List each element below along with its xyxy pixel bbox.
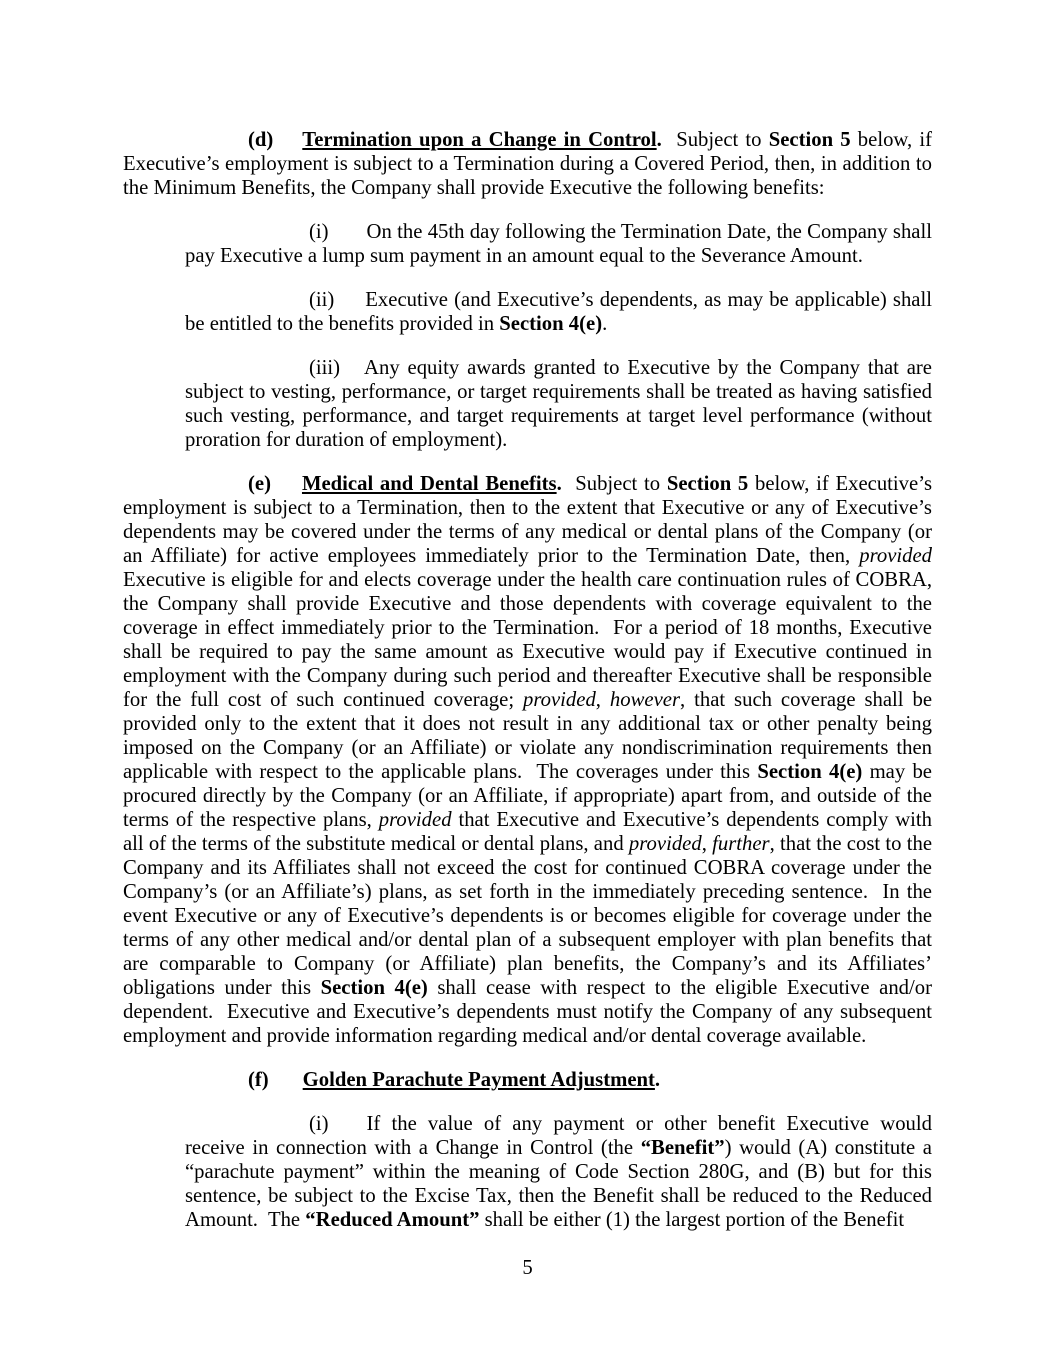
text-run: Section 4(e) bbox=[757, 761, 863, 783]
text-run: shall cease with respect to the eligible Executive and/or dependent. Executive and Executive’s dependents must notify the Company of any subsequent employment and provide information regarding medical and/or dental coverage available. bbox=[123, 977, 938, 1047]
text-run: Executive (and Executive’s dependents, as may be applicable) shall be entitled to the benefits provided in bbox=[185, 289, 938, 335]
text-run: (i) bbox=[309, 1113, 329, 1135]
text-run: Subject to bbox=[561, 473, 667, 495]
subparagraph-f-i bbox=[185, 1112, 938, 1232]
text-run: . bbox=[654, 1069, 661, 1091]
text-run: (ii) bbox=[309, 289, 335, 311]
text-run: Section 4(e) bbox=[499, 313, 603, 335]
text-run: (iii) bbox=[309, 357, 341, 379]
text-run: shall be either (1) the largest portion of the Benefit bbox=[479, 1209, 905, 1231]
subparagraph-d-iii bbox=[185, 356, 938, 452]
text-run: (d) bbox=[248, 129, 274, 151]
text-run: . bbox=[556, 473, 562, 495]
text-run: provided bbox=[628, 833, 702, 855]
heading-text: Medical and Dental Benefits bbox=[301, 473, 557, 495]
text-run: Any equity awards granted to Executive by the Company that are subject to vesting, performance, or target requirements shall be treated as having satisfied such vesting, performance, and target requirements at target level performance (without proration for duration of employment). bbox=[185, 357, 938, 451]
text-run: “Benefit” bbox=[640, 1137, 725, 1159]
page-number: 5 bbox=[522, 1257, 533, 1279]
text-run: . bbox=[656, 129, 662, 151]
text-run: , bbox=[595, 689, 610, 711]
text-run: , that the cost to the Company and its Affiliates shall not exceed the cost for continued COBRA coverage under the Company’s (or an Affiliate’s) plans, as set forth in the immediately preceding sentence. In the event Executive or any of Executive’s dependents is or becomes eligible for coverage under the terms of any other medical and/or dental plan of a subsequent employer with plan benefits that are comparable to Company (or Affiliate) plan benefits, the Company’s and its Affiliates’ obligations under this bbox=[123, 833, 938, 999]
text-run: Section 4(e) bbox=[320, 977, 428, 999]
text-run: Section 5 bbox=[768, 129, 851, 151]
text-run: Executive is eligible for and elects coverage under the health care continuation rules of COBRA, the Company shall provide Executive and those dependents with coverage equivalent to the coverage in effect immediately prior to the Termination. For a period of 18 months, Executive shall be required to pay the same amount as Executive would pay if Executive continued in employment with the Company during such period and thereafter Executive shall be responsible for the full cost of such continued coverage; bbox=[123, 545, 938, 711]
text-run: that Executive and Executive’s dependents comply with all of the terms of the substitute medical or dental plans, and bbox=[123, 809, 938, 855]
paragraph-d bbox=[123, 128, 938, 200]
text-run: . bbox=[602, 313, 608, 335]
text-run: provided bbox=[859, 545, 932, 567]
text-run: , that such coverage shall be provided only to the extent that it does not result in any additional tax or other penalty being imposed on the Company (or an Affiliate) or violate any nondiscrimination requirements then applicable with respect to the applicable plans. The coverages under this bbox=[123, 689, 938, 783]
heading-text: Golden Parachute Payment Adjustment bbox=[302, 1069, 655, 1091]
text-run: If the value of any payment or other benefit Executive would receive in connection with a Change in Control (the bbox=[185, 1113, 938, 1159]
text-run: provided bbox=[378, 809, 452, 831]
text-run: below, if Executive’s employment is subject to a Termination during a Covered Period, then, in addition to the Minimum Benefits, the Company shall provide Executive the following benefits: bbox=[123, 129, 938, 199]
text-run: (e) bbox=[248, 473, 271, 495]
heading-text: Termination upon a Change in Control bbox=[302, 129, 657, 151]
text-run: Section 5 bbox=[666, 473, 749, 495]
paragraph-f bbox=[123, 1068, 932, 1092]
text-run: may be procured directly by the Company (or an Affiliate, if appropriate) apart from, and outside of the terms of the respective plans, bbox=[123, 761, 938, 831]
text-run: Subject to bbox=[661, 129, 769, 151]
subparagraph-d-i bbox=[185, 220, 938, 268]
page-content bbox=[123, 128, 938, 1232]
text-run: (i) bbox=[309, 221, 329, 243]
subparagraph-d-ii bbox=[185, 288, 938, 336]
text-run: (f) bbox=[248, 1069, 269, 1091]
paragraph-e bbox=[123, 472, 938, 1048]
text-run: below, if Executive’s employment is subject to a Termination, then to the extent that Executive or any of Executive’s dependents may be covered under the terms of any medical or dental plans of the Company (or an Affiliate) for active employees immediately prior to the Termination Date, then, bbox=[123, 473, 938, 567]
text-run: “Reduced Amount” bbox=[305, 1209, 480, 1231]
text-run: however bbox=[609, 689, 680, 711]
text-run: provided bbox=[523, 689, 596, 711]
text-run: On the 45th day following the Termination Date, the Company shall pay Executive a lump sum payment in an amount equal to the Severance Amount. bbox=[185, 221, 938, 267]
text-run: , bbox=[701, 833, 713, 855]
text-run: ) would (A) constitute a “parachute payment” within the meaning of Code Section 280G, and (B) but for this sentence, be subject to the Excise Tax, then the Benefit shall be reduced to the Reduced Amount. The bbox=[185, 1137, 938, 1231]
text-run: further bbox=[712, 833, 770, 855]
